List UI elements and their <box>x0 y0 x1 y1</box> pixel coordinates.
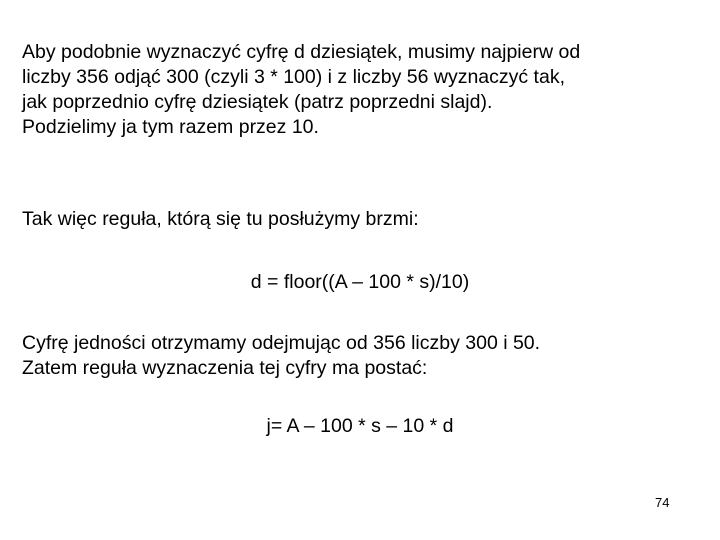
page-number: 74 <box>655 495 670 510</box>
text-line: jak poprzednio cyfrę dziesiątek (patrz poprzedni slajd). <box>22 91 493 113</box>
text-line: Podzielimy ja tym razem przez 10. <box>22 116 319 138</box>
text-line: Cyfrę jedności otrzymamy odejmując od 356 liczby 300 i 50. <box>22 332 541 354</box>
text-line: liczby 356 odjąć 300 (czyli 3 * 100) i z liczby 56 wyznaczyć tak, <box>22 66 565 88</box>
text-line: Aby podobnie wyznaczyć cyfrę d dziesiątek, musimy najpierw od <box>22 41 581 63</box>
paragraph-tens-digit <box>22 40 712 140</box>
formula-units-digit: j= A – 100 * s – 10 * d <box>266 415 454 437</box>
text-line: Zatem reguła wyznaczenia tej cyfry ma postać: <box>22 357 428 379</box>
paragraph-units-digit <box>22 331 712 381</box>
formula-tens-digit: d = floor((A – 100 * s)/10) <box>250 271 470 293</box>
paragraph-rule-intro <box>22 207 712 232</box>
text-line: Tak więc reguła, którą się tu posłużymy brzmi: <box>22 208 419 230</box>
